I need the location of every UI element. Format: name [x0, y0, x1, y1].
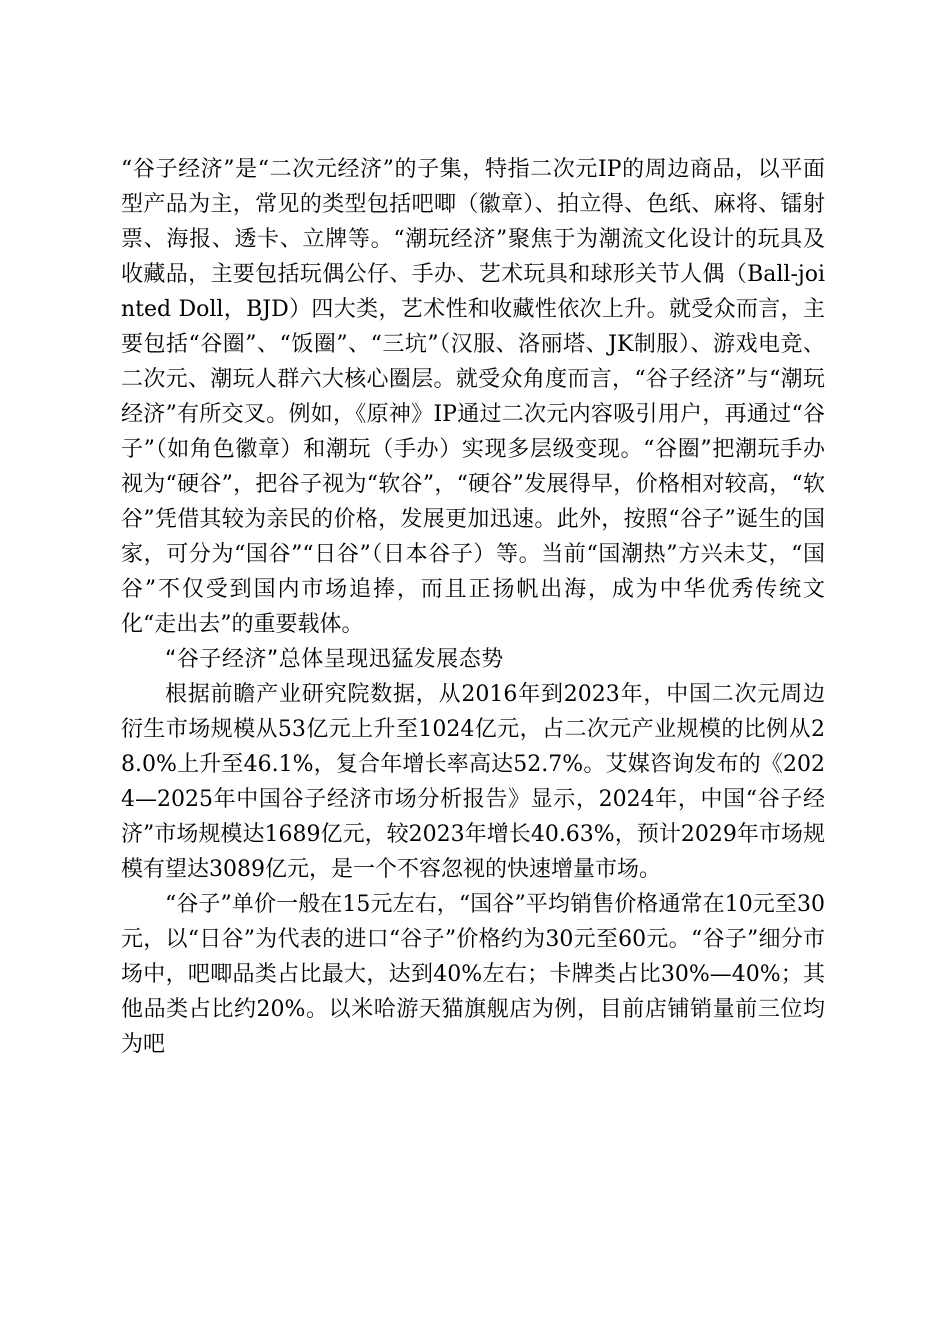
market-size-paragraph: 根据前瞻产业研究院数据，从2016年到2023年，中国二次元周边衍生市场规模从53亿元上升至1024亿元，占二次元产业规模的比例从28.0%上升至46.1%，复合年增长率高达52.7%。艾媒咨询发布的《2024—2025年中国谷子经济市场分析报告》显示，2024年，中国“谷子经济”市场规模达1689亿元，较2023年增长40.63%，预计2029年市场规模有望达3089亿元，是一个不容忽视的快速增量市场。 — [121, 682, 825, 882]
pricing-paragraph: “谷子”单价一般在15元左右，“国谷”平均销售价格通常在10元至30元，以“日谷”为代表的进口“谷子”价格约为30元至60元。“谷子”细分市场中，吧唧品类占比最大，达到40%左右；卡牌类占比30%—40%；其他品类占比约20%。以米哈游天猫旗舰店为例，目前店铺销量前三位均为吧 — [121, 892, 825, 1057]
document-page — [121, 152, 825, 1062]
intro-paragraph: “谷子经济”是“二次元经济”的子集，特指二次元IP的周边商品，以平面型产品为主，常见的类型包括吧唧（徽章）、拍立得、色纸、麻将、镭射票、海报、透卡、立牌等。“潮玩经济”聚焦于为潮流文化设计的玩具及收藏品，主要包括玩偶公仔、手办、艺术玩具和球形关节人偶（Ball-jointed Doll，BJD）四大类，艺术性和收藏性依次上升。就受众而言，主要包括“谷圈”、“饭圈”、“三坑”（汉服、洛丽塔、JK制服）、游戏电竞、二次元、潮玩人群六大核心圈层。就受众角度而言，“谷子经济”与“潮玩经济”有所交叉。例如，《原神》IP通过二次元内容吸引用户，再通过“谷子”（如角色徽章）和潮玩（手办）实现多层级变现。“谷圈”把潮玩手办视为“硬谷”，把谷子视为“软谷”，“硬谷”发展得早，价格相对较高，“软谷”凭借其较为亲民的价格，发展更加迅速。此外，按照“谷子”诞生的国家，可分为“国谷”“日谷”（日本谷子）等。当前“国潮热”方兴未艾，“国谷”不仅受到国内市场追捧，而且正扬帆出海，成为中华优秀传统文化“走出去”的重要载体。 — [121, 157, 825, 637]
section-heading: “谷子经济”总体呈现迅猛发展态势 — [165, 647, 504, 672]
